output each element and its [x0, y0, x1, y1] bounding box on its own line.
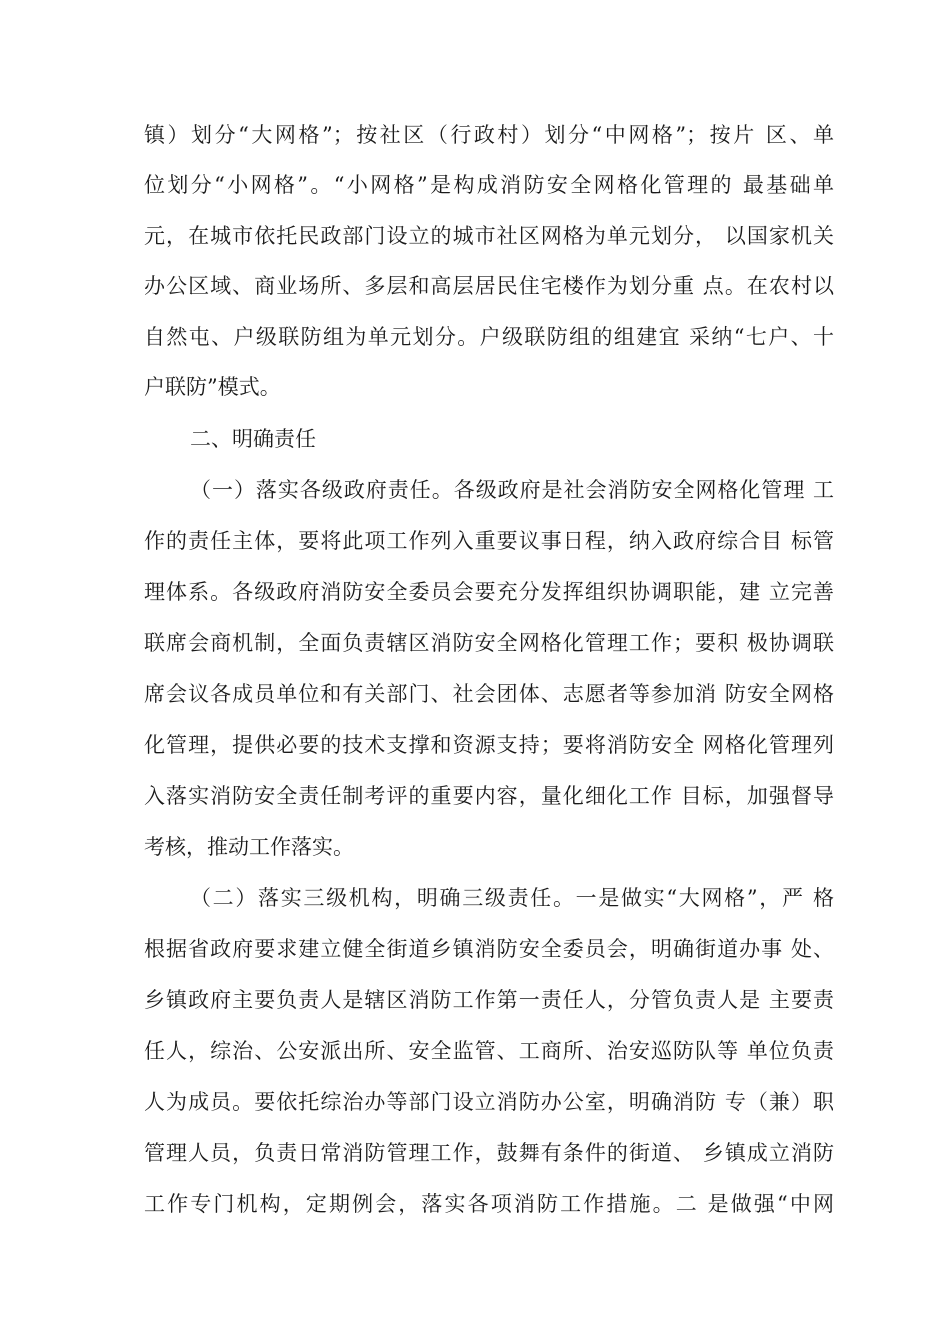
paragraph-line: 化管理，提供必要的技术支撑和资源支持；要将消防安全 网格化管理列: [144, 733, 834, 757]
paragraph-line: 元，在城市依托民政部门设立的城市社区网格为单元划分， 以国家机关: [144, 224, 834, 248]
paragraph-line: 镇）划分“大网格”；按社区（行政村）划分“中网格”；按片 区、单: [144, 123, 834, 147]
paragraph-line: 位划分“小网格”。“小网格”是构成消防安全网格化管理的 最基础单: [144, 173, 834, 197]
paragraph-line: 考核，推动工作落实。: [144, 835, 354, 859]
paragraph-line: 作的责任主体，要将此项工作列入重要议事日程，纳入政府综合目 标管: [144, 529, 834, 553]
paragraph-line: （一）落实各级政府责任。各级政府是社会消防安全网格化管理 工: [190, 478, 834, 502]
paragraph-line: 工作专门机构，定期例会，落实各项消防工作措施。二 是做强“中网: [144, 1192, 834, 1216]
paragraph-line: 乡镇政府主要负责人是辖区消防工作第一责任人，分管负责人是 主要责: [144, 988, 834, 1012]
paragraph-line: 人为成员。要依托综治办等部门设立消防办公室，明确消防 专（兼）职: [144, 1090, 834, 1114]
paragraph-line: 席会议各成员单位和有关部门、社会团体、志愿者等参加消 防安全网格: [144, 682, 834, 706]
paragraph-line: （二）落实三级机构，明确三级责任。一是做实“大网格”，严 格: [190, 886, 834, 910]
section-heading: 二、明确责任: [190, 427, 316, 451]
paragraph-line: 户联防”模式。: [144, 375, 281, 399]
paragraph-line: 联席会商机制，全面负责辖区消防安全网格化管理工作；要积 极协调联: [144, 631, 834, 655]
paragraph-line: 管理人员，负责日常消防管理工作，鼓舞有条件的街道、 乡镇成立消防: [144, 1141, 834, 1165]
paragraph-line: 入落实消防安全责任制考评的重要内容，量化细化工作 目标，加强督导: [144, 784, 834, 808]
paragraph-line: 办公区域、商业场所、多层和高层居民住宅楼作为划分重 点。在农村以: [144, 274, 834, 298]
paragraph-line: 理体系。各级政府消防安全委员会要充分发挥组织协调职能，建 立完善: [144, 580, 834, 604]
paragraph-line: 根据省政府要求建立健全街道乡镇消防安全委员会，明确街道办事 处、: [144, 937, 834, 961]
paragraph-line: 自然屯、户级联防组为单元划分。户级联防组的组建宜 采纳“七户、十: [144, 325, 834, 349]
paragraph-line: 任人，综治、公安派出所、安全监管、工商所、治安巡防队等 单位负责: [144, 1039, 834, 1063]
